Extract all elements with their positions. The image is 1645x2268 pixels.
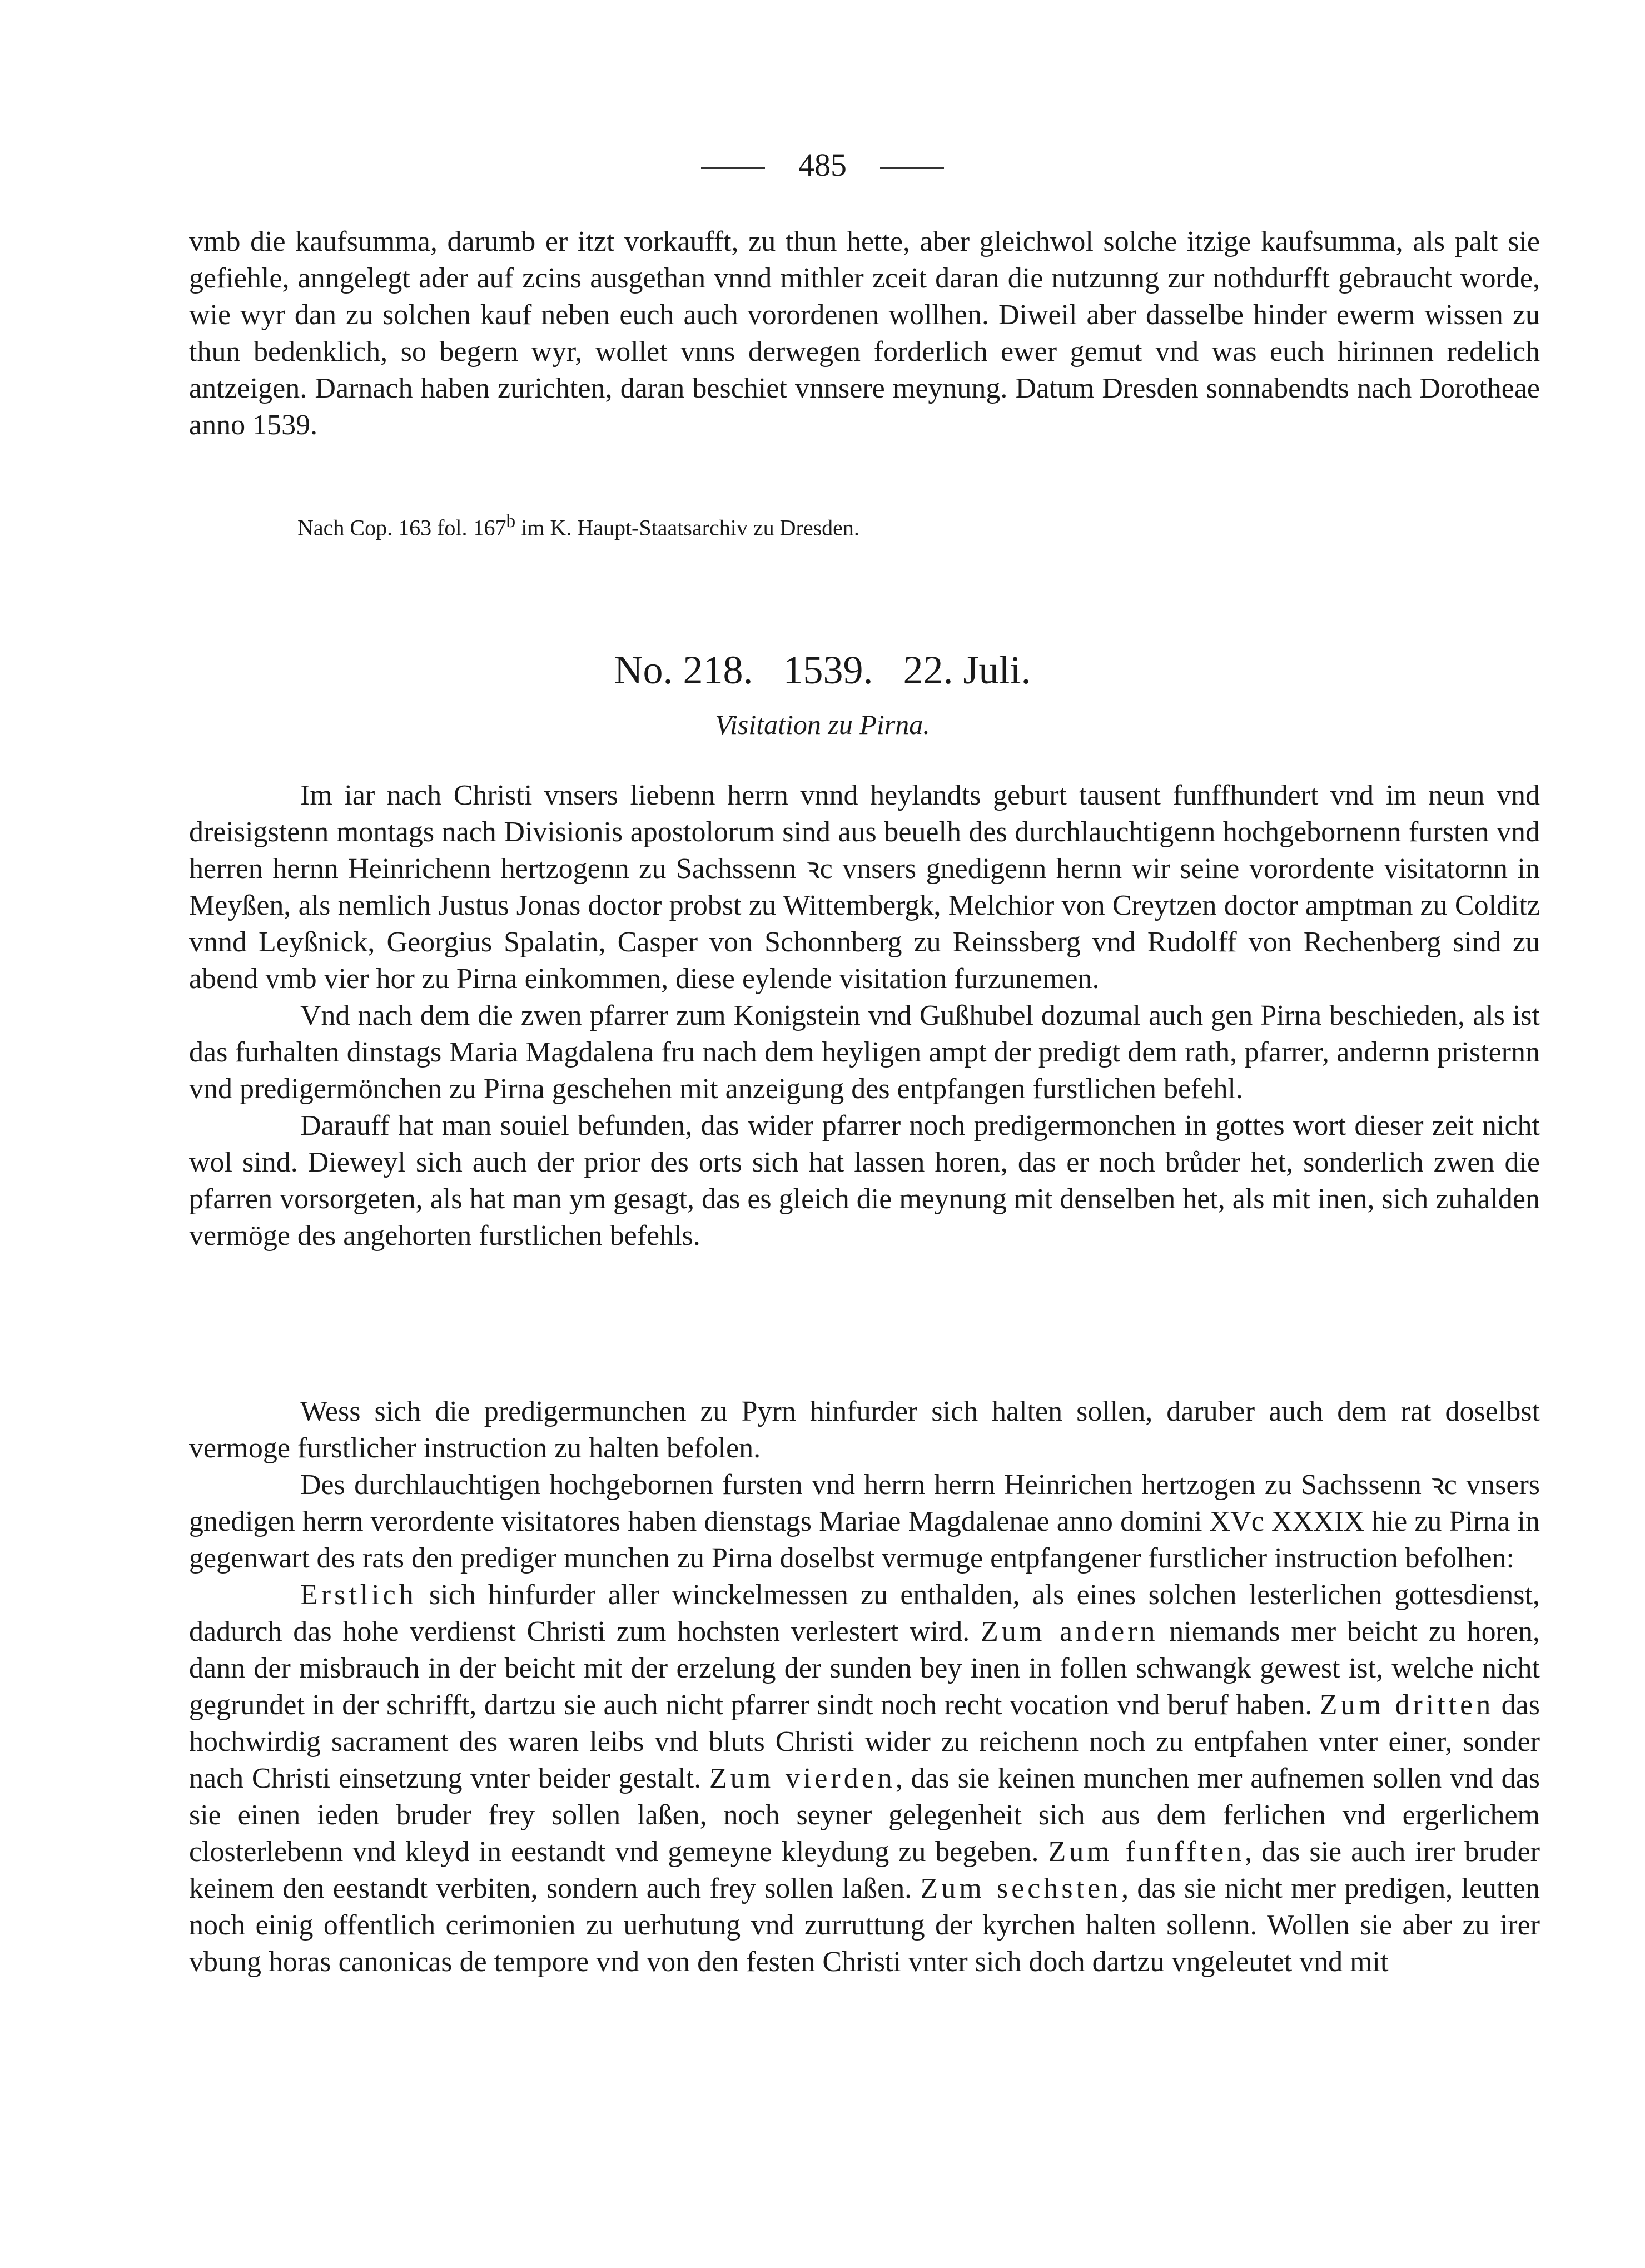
instruction-section xyxy=(189,1393,1540,1981)
article-text: sich hinfurder aller winckelmessen zu enthalden, als eines solchen lesterlichen gottesdienst, dadurch das hohe verdienst Christi zum hochsten verlestert wird. xyxy=(189,1579,1540,1647)
visitation-report xyxy=(189,777,1540,1254)
instruction-articles xyxy=(189,1577,1540,1981)
article-text: , das sie keinen munchen mer aufnemen sollen vnd das sie einen ieden bruder frey sollen laßen, noch seyner gelegenheit sich aus dem ferlichen vnd ergerlichem closterlebenn vnd kleyd in eestandt vnd gemeyne kleydung zu begeben. xyxy=(189,1763,1540,1868)
article-ordinal: Zum vierden xyxy=(709,1763,896,1794)
intro-paragraph: vmb die kaufsumma, darumb er itzt vorkaufft, zu thun hette, aber gleichwol solche itzige kaufsumma, als palt sie gefiehle, anngelegt ader auf zcins ausgethan vnnd mithler zceit daran die nutzunng zur nothdurfft gebraucht worde, wie wyr dan zu solchen kauf neben euch auch vorordenen wollhen. Diweil aber dasselbe hinder ewerm wissen zu thun bedenklich, so begern wyr, wollet vnns derwegen forderlich ewer gemut vnd was euch hirinnen redelich antzeigen. Darnach haben zurichten, daran beschiet vnnsere meynung. Datum Dresden sonnabendts nach Dorotheae anno 1539. xyxy=(189,226,1540,441)
report-paragraph: Vnd nach dem die zwen pfarrer zum Konigstein vnd Gußhubel dozumal auch gen Pirna beschieden, als ist das furhalten dinstags Maria Magdalena fru nach dem heyligen ampt der predigt dem rath, pfarrer, andernn pristernn vnd predigermönchen zu Pirna geschehen mit anzeigung des entpfangen furstlichen befehl. xyxy=(189,1000,1540,1105)
article-ordinal: Zum funfften xyxy=(1048,1836,1245,1868)
article-text: das hochwirdig sacrament des waren leibs vnd bluts Christi wider zu reichenn noch zu entpfahen vnter einer, sonder nach Christi einsetzung vnter beider gestalt. xyxy=(189,1689,1540,1794)
article-text: , das sie nicht mer predigen, leutten noch einig offentlich cerimonien zu uerhutung vnd zurruttung der kyrchen halten sollenn. Wollen sie aber zu irer vbung horas canonicas de tempore vnd von den festen Christi vnter sich doch dartzu vngeleutet vnd mit xyxy=(189,1873,1540,1978)
page-header xyxy=(0,146,1645,185)
instruction-heading: Wess sich die predigermunchen zu Pyrn hinfurder sich halten sollen, daruber auch dem rat doselbst vermoge furstlicher instruction zu halten befolen. xyxy=(189,1396,1540,1464)
article-text: , das sie auch irer bruder keinem den eestandt verbiten, sondern auch frey sollen laßen. xyxy=(189,1836,1540,1904)
source-note xyxy=(297,505,859,544)
source-note-superscript: b xyxy=(506,511,516,532)
article-ordinal: Erstlich xyxy=(300,1579,417,1611)
article-text: niemands mer beicht zu horen, dann der misbrauch in der beicht mit der erzelung der sunden bey inen in follen schwangk gewest ist, welche nicht gegrundet in der schrifft, dartzu sie auch nicht pfarrer sindt noch recht vocation vnd beruf haben. xyxy=(189,1616,1540,1721)
article-ordinal: Zum dritten xyxy=(1319,1689,1494,1721)
left-rule xyxy=(701,167,765,169)
intro-paragraph-block xyxy=(189,224,1540,444)
report-paragraph: Im iar nach Christi vnsers liebenn herrn vnnd heylandts geburt tausent funffhundert vnd im neun vnd dreisigstenn montags nach Divisionis apostolorum sind aus beuelh des durchlauchtigenn hochgebornenn fursten vnd herren hernn Heinrichenn hertzogenn zu Sachssenn ꝛc vnsers gnedigenn hernn wir seine vorordente visitatornn in Meyßen, als nemlich Justus Jonas doctor probst zu Wittembergk, Melchior von Creytzen doctor amptman zu Colditz vnnd Leyßnick, Georgius Spalatin, Casper von Schonnberg zu Reinssberg vnd Rudolff von Rechenberg sind zu abend vmb vier hor zu Pirna einkommen, diese eylende visitation furzunemen. xyxy=(189,780,1540,995)
document-subheading: Visitation zu Pirna. xyxy=(715,709,930,740)
right-rule xyxy=(880,167,944,169)
document-heading: No. 218. 1539. 22. Juli. xyxy=(614,648,1031,692)
source-note-text: Nach Cop. 163 fol. 167 xyxy=(297,515,506,540)
source-note-archive: im K. Haupt-Staatsarchiv zu Dresden. xyxy=(515,515,859,540)
report-paragraph: Darauff hat man souiel befunden, das wider pfarrer noch predigermonchen in gottes wort dieser zeit nicht wol sind. Dieweyl sich auch der prior des orts sich hat lassen horen, das er noch brůder het, sonderlich zwen die pfarren vorsorgeten, als hat man ym gesagt, das es gleich die meynung mit denselben het, als mit inen, sich zuhalden vermöge des angehorten furstlichen befehls. xyxy=(189,1110,1540,1252)
article-ordinal: Zum andern xyxy=(981,1616,1159,1647)
page-number: 485 xyxy=(798,147,847,183)
article-ordinal: Zum sechsten xyxy=(920,1873,1122,1904)
instruction-intro: Des durchlauchtigen hochgebornen fursten vnd herrn herrn Heinrichen hertzogen zu Sachssenn ꝛc vnsers gnedigen herrn verordente visitatores haben dienstags Mariae Magdalenae anno domini XVc XXXIX hie zu Pirna in gegenwart des rats den prediger munchen zu Pirna doselbst vermuge entpfangener furstlicher instruction befolhen: xyxy=(189,1469,1540,1574)
